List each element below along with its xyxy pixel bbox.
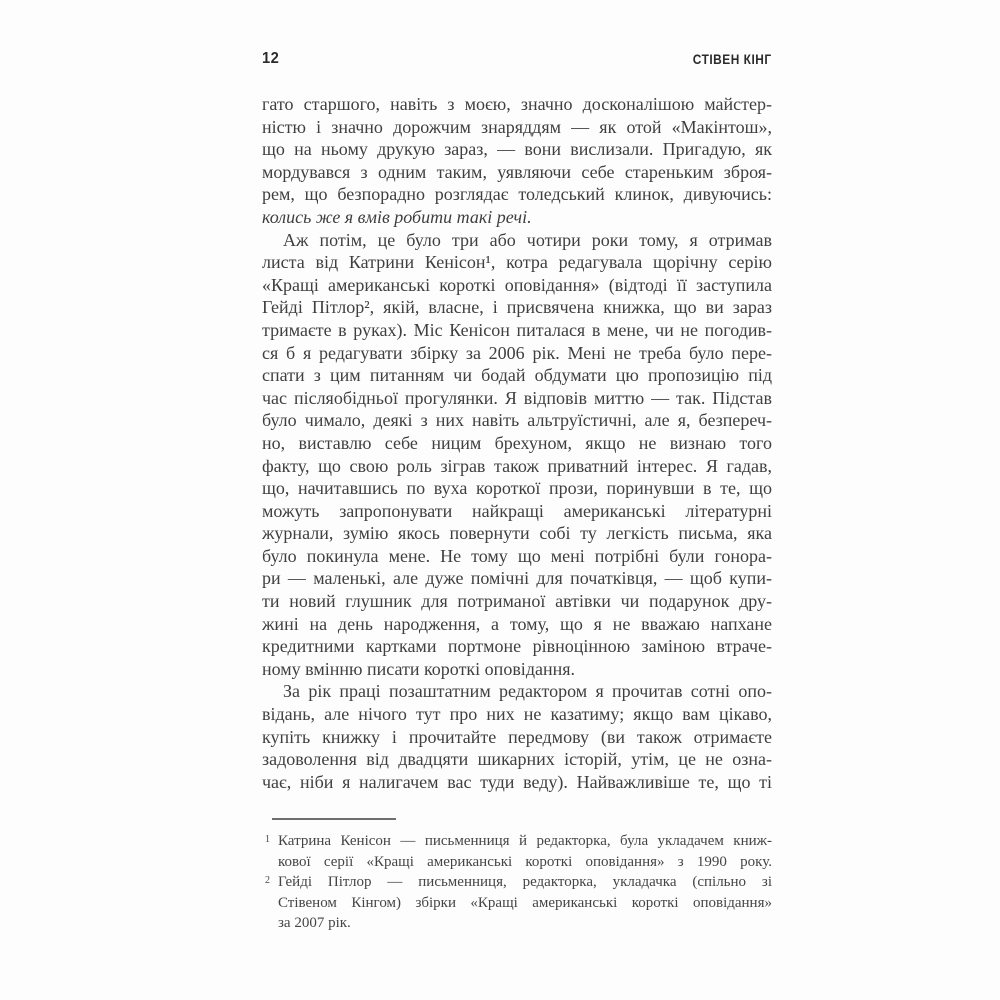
text-line: було чимало, деякі з них навіть альтруїстичні, але я, безпереч-	[262, 410, 772, 431]
running-title: СТІВЕН КІНГ	[693, 51, 772, 67]
text-line: ному вмінню писати короткі оповідання.	[262, 658, 576, 679]
footnote	[262, 872, 772, 934]
paragraph	[262, 93, 772, 229]
text-line: купіть книжку і прочитайте передмову (ви також отримаєте	[262, 726, 772, 747]
text-line: «Кращі американські короткі оповідання» (відтоді її заступила	[262, 274, 772, 295]
text-line: Аж потім, це було три або чотири роки тому, я отримав	[283, 229, 772, 250]
text-line: мордувався з одним таким, уявляючи себе стареньким зброя-	[262, 161, 772, 182]
text-line: ся б я редагувати збірку за 2006 рік. Мені не треба було пере-	[262, 342, 772, 363]
text-line: відань, але нічого тут про них не казатиму; якщо вам цікаво,	[262, 704, 772, 725]
footnote-line: Катрина Кенісон — письменниця й редакторка, була укладачем книж-	[278, 833, 772, 849]
text-line: Гейді Пітлор², якій, власне, і присвячена книжка, що ви зараз	[262, 297, 772, 318]
footnote-marker: 1	[265, 834, 270, 845]
text-line: ністю і значно дорожчим знаряддям — як отой «Макінтош»,	[262, 116, 772, 137]
footnote	[262, 831, 772, 872]
paragraph	[262, 229, 772, 681]
text-line: жині на день народження, а тому, що я не вважаю напхане	[262, 613, 772, 634]
text-line: спати з цим питанням чи бодай обдумати цю пропозицію під	[262, 365, 772, 386]
paragraph	[262, 680, 772, 793]
text-line: задоволення від двадцяти шикарних історій, утім, це не озна-	[262, 749, 772, 770]
text-line: факту, що свою роль зіграв також приватний інтерес. Я гадав,	[262, 455, 772, 476]
text-line: колись же я вмів робити такі речі.	[262, 206, 532, 227]
text-line: тримаєте в руках). Міс Кенісон питалася в мене, чи не погодив-	[262, 319, 772, 340]
text-line: було покинула мене. Не тому що мені потрібні були гонора-	[262, 545, 772, 566]
text-line: кредитними картками портмоне рівноцінною заміною втраче-	[262, 636, 772, 657]
text-line: журнали, зумію якось повернути собі ту легкість письма, яка	[262, 523, 772, 544]
footnote-divider	[272, 818, 396, 820]
footnote-line: Гейді Пітлор — письменниця, редакторка, укладачка (спільно зі	[278, 874, 772, 890]
footnotes	[262, 818, 772, 934]
text-line: можуть запропонувати найкращі американські літературні	[262, 500, 772, 521]
footnote-line: кової серії «Кращі американські короткі оповідання» з 1990 року.	[278, 853, 772, 870]
text-line: чає, ніби я налигачем вас туди веду). Найважливіше те, що ті	[262, 771, 772, 792]
running-header	[262, 50, 772, 68]
text-line: час післяобідньої прогулянки. Я відповів миттю — так. Підстав	[262, 387, 772, 408]
text-line: За рік праці позаштатним редактором я прочитав сотні опо-	[283, 681, 772, 702]
text-line: но, виставлю себе ницим брехуном, якщо не визнаю того	[262, 432, 772, 453]
footnote-marker: 2	[265, 875, 270, 886]
page-number: 12	[262, 50, 280, 67]
body-text	[262, 93, 772, 793]
text-line: ти новий глушник для потриманої автівки чи подарунок дру-	[262, 591, 772, 612]
text-line: що на ньому друкую зараз, — вони вислизали. Пригадую, як	[262, 139, 772, 160]
text-line: рем, що безпорадно розглядає толедський клинок, дивуючись:	[262, 184, 772, 205]
text-line: листа від Катрини Кенісон¹, котра редагувала щорічну серію	[262, 252, 772, 273]
footnote-line: Стівеном Кінгом) збірки «Кращі американські короткі оповідання»	[278, 894, 772, 911]
text-line: ри — маленькі, але дуже помічні для початківця, — щоб купи-	[262, 568, 772, 589]
footnote-list	[262, 831, 772, 934]
text-line: що, начитавшись по вуха короткої прози, поринувши в те, що	[262, 478, 772, 499]
text-line: гато старшого, навіть з моєю, значно досконалішою майстер-	[262, 94, 772, 114]
footnote-line: за 2007 рік.	[278, 915, 351, 931]
